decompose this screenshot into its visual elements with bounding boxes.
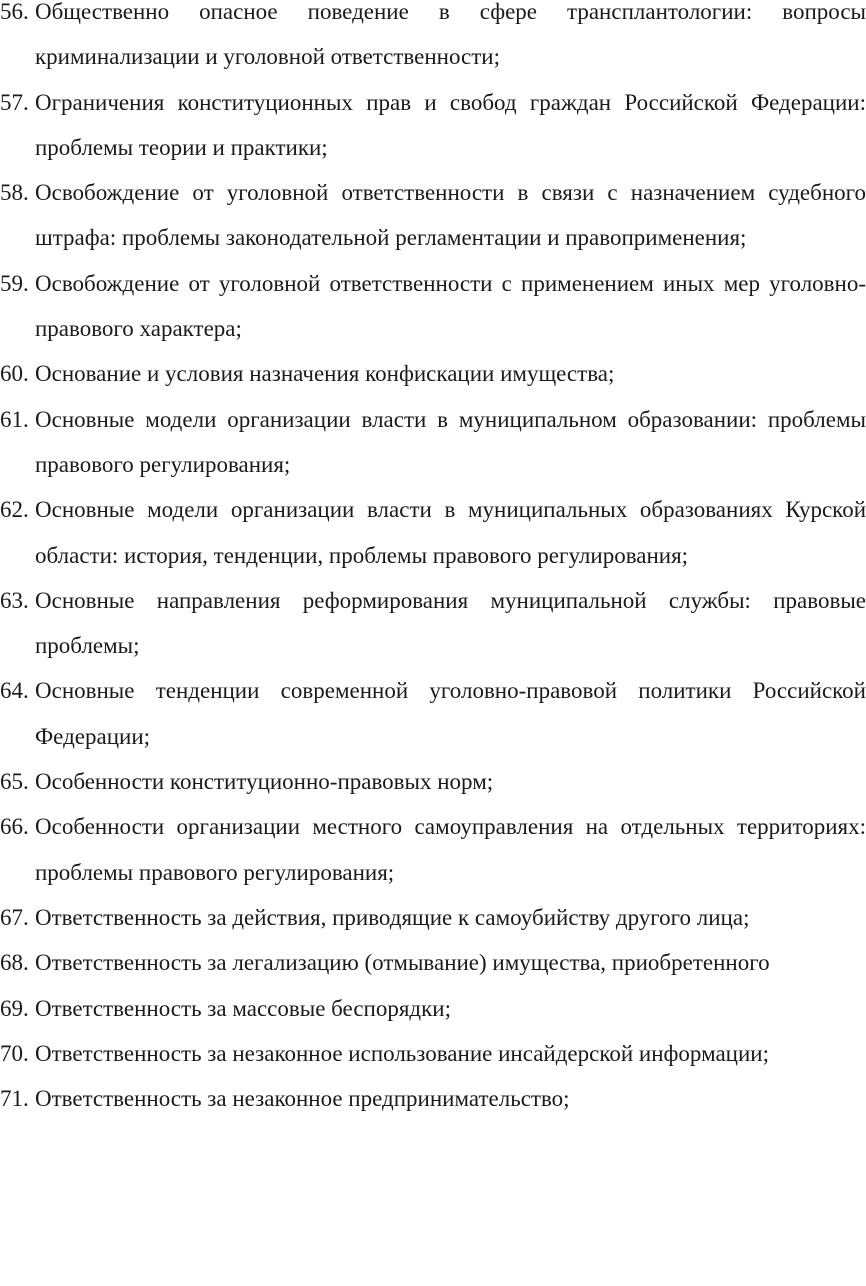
item-text: Освобождение от уголовной ответственности в связи с назначением судебного штрафа: проблемы законодательной регламентации и правоприменения;	[35, 180, 866, 251]
list-item	[0, 487, 866, 578]
item-number: 61.	[0, 406, 29, 432]
item-text: Ответственность за незаконное использование инсайдерской информации;	[35, 1040, 769, 1066]
item-number: 66.	[0, 814, 29, 840]
item-number: 60.	[0, 361, 29, 387]
item-text: Ответственность за массовые беспорядки;	[35, 995, 451, 1021]
list-item	[0, 578, 866, 669]
item-text: Основные модели организации власти в муниципальных образованиях Курской области: история, тенденции, проблемы правового регулирования;	[35, 497, 866, 568]
item-number: 69.	[0, 995, 29, 1021]
item-text: Особенности конституционно-правовых норм;	[35, 769, 494, 795]
list-item	[0, 986, 866, 1031]
list-item	[0, 80, 866, 171]
item-number: 62.	[0, 497, 29, 523]
item-number: 58.	[0, 180, 29, 206]
item-text: Ответственность за незаконное предпринимательство;	[35, 1086, 570, 1112]
item-text: Основные направления реформирования муниципальной службы: правовые проблемы;	[35, 587, 866, 659]
item-number: 68.	[0, 950, 29, 976]
item-text: Освобождение от уголовной ответственности с применением иных мер уголовно-правового характера;	[35, 270, 866, 342]
item-number: 57.	[0, 89, 29, 115]
item-text: Общественно опасное поведение в сфере трансплантологии: вопросы криминализации и уголовной ответственности;	[35, 0, 866, 70]
item-number: 65.	[0, 769, 29, 795]
item-number: 59.	[0, 270, 29, 296]
list-item	[0, 170, 866, 261]
item-number: 70.	[0, 1040, 29, 1066]
item-number: 63.	[0, 587, 29, 613]
item-number: 71.	[0, 1086, 29, 1112]
item-number: 64.	[0, 678, 29, 704]
item-number: 67.	[0, 904, 29, 930]
item-text: Основание и условия назначения конфискации имущества;	[35, 361, 615, 387]
list-item	[0, 668, 866, 759]
item-text: Основные тенденции современной уголовно-правовой политики Российской Федерации;	[35, 678, 866, 749]
list-item	[0, 0, 866, 80]
list-item	[0, 261, 866, 352]
list-item	[0, 1031, 866, 1076]
item-text: Особенности организации местного самоуправления на отдельных территориях: проблемы правового регулирования;	[35, 814, 866, 885]
list-item	[0, 759, 866, 804]
item-text: Основные модели организации власти в муниципальном образовании: проблемы правового регулирования;	[35, 406, 866, 477]
item-number: 56.	[0, 0, 29, 24]
item-text: Ответственность за действия, приводящие к самоубийству другого лица;	[35, 904, 750, 930]
item-text: Ограничения конституционных прав и свобод граждан Российской Федерации: проблемы теории и практики;	[35, 89, 866, 160]
list-item	[0, 940, 866, 985]
list-item	[0, 351, 866, 396]
item-text: Ответственность за легализацию (отмывание) имущества, приобретенного	[35, 950, 770, 976]
list-item	[0, 397, 866, 488]
list-item	[0, 1076, 866, 1121]
list-item	[0, 804, 866, 895]
list-item	[0, 895, 866, 940]
